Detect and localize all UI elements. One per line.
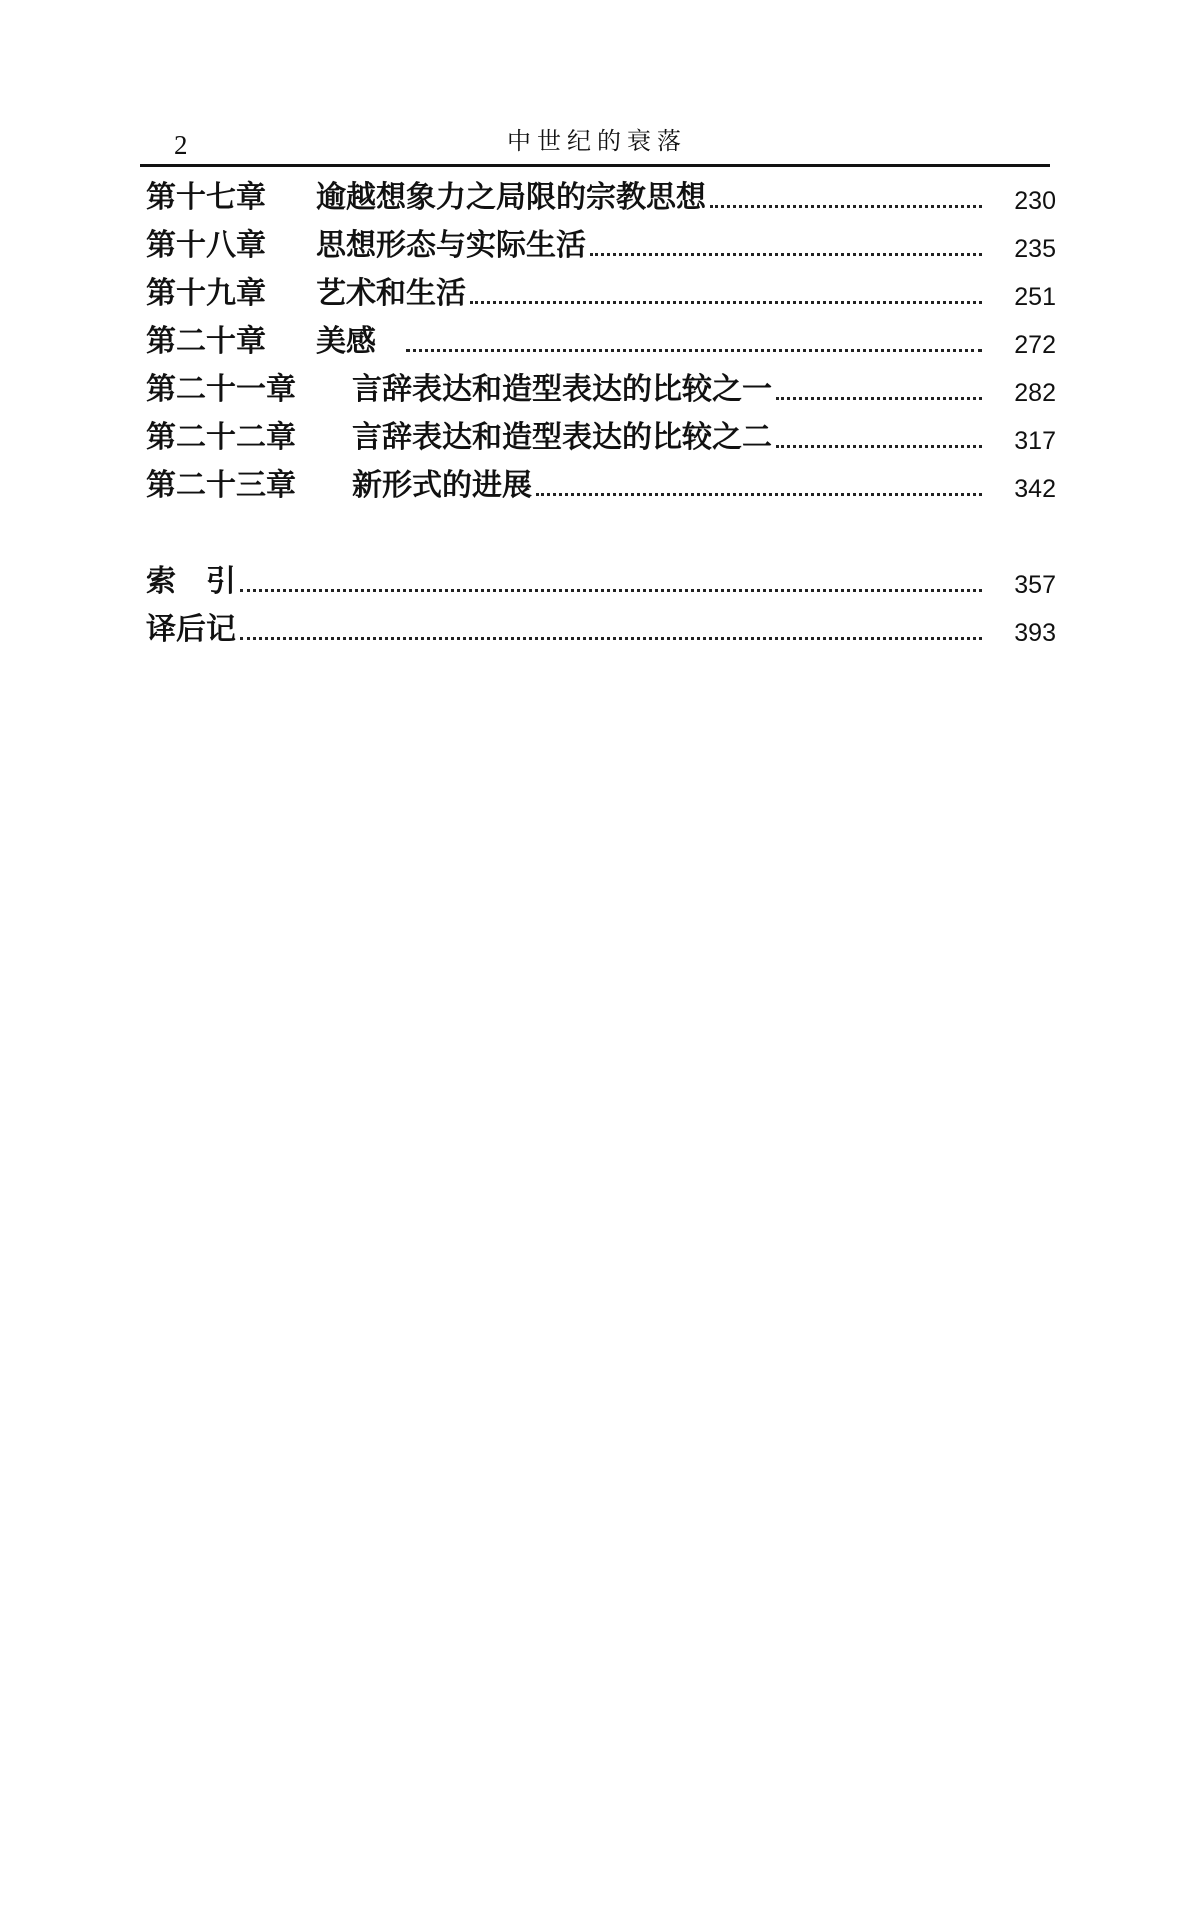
dot-leader (776, 397, 982, 400)
dot-leader (240, 637, 982, 640)
dot-leader (590, 253, 982, 256)
page-ref: 230 (1014, 187, 1056, 215)
toc-entry-index (146, 558, 1056, 602)
dot-leader (710, 205, 982, 208)
chapter-number: 第十九章 (146, 276, 266, 311)
chapter-number: 第二十三章 (146, 468, 296, 503)
chapter-number: 第十八章 (146, 228, 266, 263)
toc-entry-translator-afterword (146, 606, 1056, 650)
dot-leader (240, 589, 982, 592)
page-ref: 342 (1014, 475, 1056, 503)
toc-entry-chapter-22 (146, 414, 1056, 458)
chapter-number: 第二十一章 (146, 372, 296, 407)
dot-leader (776, 445, 982, 448)
toc-entry-chapter-21 (146, 366, 1056, 410)
chapter-title: 新形式的进展 (352, 468, 532, 503)
toc-entry-chapter-17 (146, 174, 1056, 218)
page-ref: 235 (1014, 235, 1056, 263)
dot-leader (536, 493, 982, 496)
header-rule (140, 164, 1050, 167)
toc-entry-chapter-18 (146, 222, 1056, 266)
page-ref: 251 (1014, 283, 1056, 311)
chapter-title: 美感 (316, 324, 376, 359)
chapter-number: 第二十章 (146, 324, 266, 359)
toc-entry-chapter-23 (146, 462, 1056, 506)
page-number: 2 (174, 130, 188, 160)
page-ref: 272 (1014, 331, 1056, 359)
chapter-title: 艺术和生活 (316, 276, 466, 311)
chapter-title: 思想形态与实际生活 (316, 228, 586, 263)
toc-entry-chapter-19 (146, 270, 1056, 314)
page-header (140, 122, 1050, 168)
page-ref: 317 (1014, 427, 1056, 455)
page-ref: 282 (1014, 379, 1056, 407)
chapter-title: 言辞表达和造型表达的比较之二 (352, 420, 772, 455)
page-ref: 357 (1014, 571, 1056, 599)
chapter-number: 第二十二章 (146, 420, 296, 455)
chapter-number: 第十七章 (146, 180, 266, 215)
appendix-title: 译后记 (146, 612, 236, 647)
appendix-title: 索 引 (146, 564, 236, 599)
toc-entry-chapter-20 (146, 318, 1056, 362)
chapter-title: 言辞表达和造型表达的比较之一 (352, 372, 772, 407)
running-title: 中世纪的衰落 (507, 127, 687, 155)
chapter-title: 逾越想象力之局限的宗教思想 (316, 180, 706, 215)
dot-leader (470, 301, 982, 304)
dot-leader (406, 349, 982, 352)
page-ref: 393 (1014, 619, 1056, 647)
